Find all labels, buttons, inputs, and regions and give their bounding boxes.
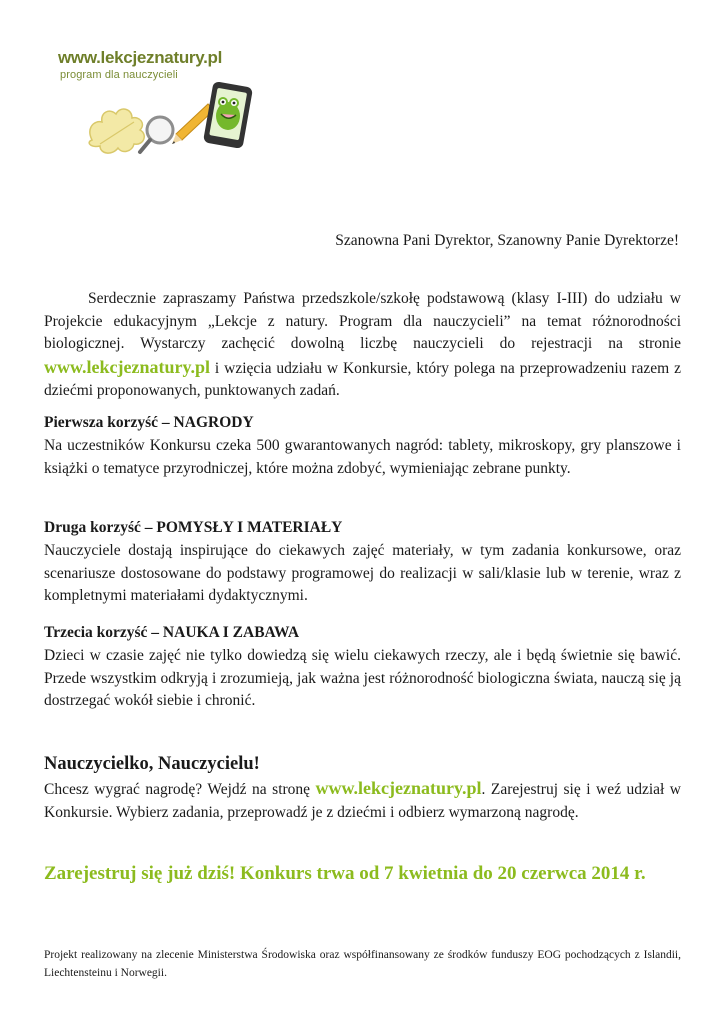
greeting: Szanowna Pani Dyrektor, Szanowny Panie Dyrektorze! [335,232,679,249]
intro-text-1: Serdecznie zapraszamy Państwa przedszkole/szkołę podstawową (klasy I-III) do udziału w Projekcie edukacyjnym „Lekcje z natury. Program dla nauczycieli” na temat różnorodności biologicznej. Wystarczy zachęcić dowolną liczbę nauczycieli do rejestracji na stronie [44,290,681,352]
benefit-3-title: Trzecia korzyść – NAUKA I ZABAWA [44,624,300,641]
benefit-2-text: Nauczyciele dostają inspirujące do ciekawych zajęć materiały, w tym zadania konkursowe, oraz scenariusze dostosowane do podstawy programowej do realizacji w sali/klasie lub w terenie, wraz z kompletnymi materiałami dydaktycznymi. [44,542,681,604]
teacher-paragraph [44,777,681,824]
intro-paragraph [44,288,681,403]
logo-subtitle: program dla nauczycieli [60,69,178,81]
intro-text-2: i wzięcia udziału w Konkursie, który polega na przeprowadzeniu razem z dziećmi proponowanych, punktowanych zadań. [44,359,681,399]
logo-url: www.lekcjeznatury.pl [58,48,223,67]
footer-note: Projekt realizowany na zlecenie Ministerstwa Środowiska oraz współfinansowany ze środków funduszy EOG pochodzących z Islandii, Liechtensteinu i Norwegii. [44,949,681,979]
logo-illustration [80,70,255,165]
benefit-1-text: Na uczestników Konkursu czeka 500 gwarantowanych nagród: tablety, mikroskopy, gry planszowe i książki o tematyce przyrodniczej, które można zdobyć, wymieniając zebrane punkty. [44,437,681,477]
oak-leaf-icon [89,109,144,153]
benefit-1-title: Pierwsza korzyść – NAGRODY [44,414,254,431]
teacher-website-link[interactable]: www.lekcjeznatury.pl [315,778,482,798]
logo [58,48,258,158]
teacher-text-1: Chcesz wygrać nagrodę? Wejdź na stronę [44,781,316,798]
teacher-text-2: . Zarejestruj się i weź udział w Konkursie. Wybierz zadania, przeprowadź je z dziećmi i odbierz wymarzoną nagrodę. [44,781,681,821]
intro-website-link[interactable]: www.lekcjeznatury.pl [44,356,210,377]
call-to-action: Zarejestruj się już dziś! Konkurs trwa od 7 kwietnia do 20 czerwca 2014 r. [44,863,646,884]
tablet-icon [203,81,253,149]
benefit-3-text: Dzieci w czasie zajęć nie tylko dowiedzą się wielu ciekawych rzeczy, ale i będą świetnie się bawić. Przede wszystkim odkryją i zrozumieją, jak ważna jest różnorodność biologiczna świata, nauczą się ją dostrzegać wokół siebie i chronić. [44,647,681,709]
teacher-heading: Nauczycielko, Nauczycielu! [44,754,260,774]
benefit-2-title: Druga korzyść – POMYSŁY I MATERIAŁY [44,519,343,536]
